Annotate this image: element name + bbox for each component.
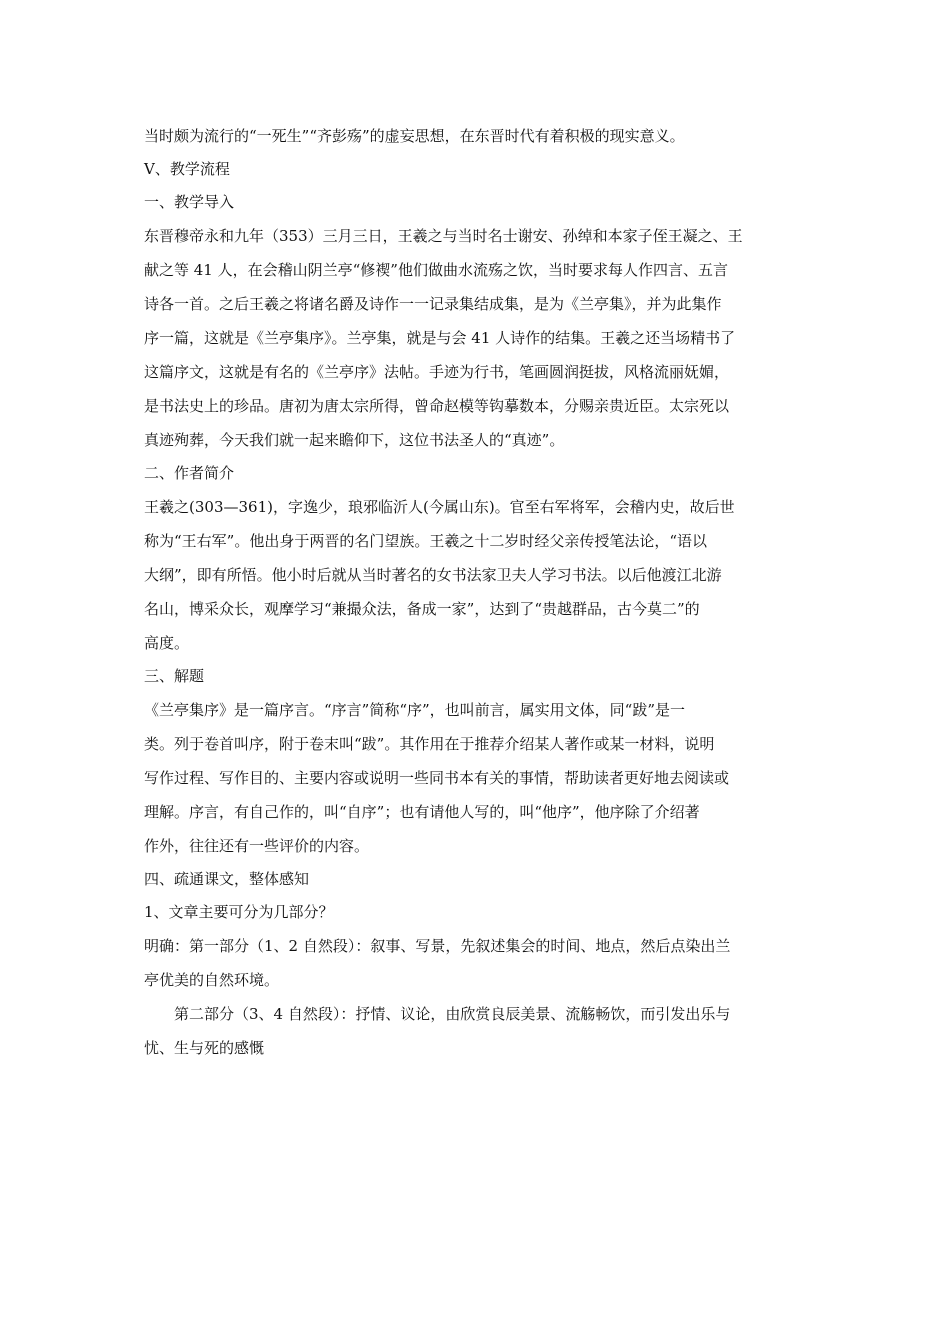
section-heading-teaching-process: V、教学流程 xyxy=(144,160,230,178)
text-line: 明确：第一部分（1、2 自然段）：叙事、写景，先叙述集会的时间、地点，然后点染出兰 xyxy=(144,937,731,955)
text-line: 当时颇为流行的“一死生”“齐彭殇”的虚妄思想，在东晋时代有着积极的现实意义。 xyxy=(144,127,685,145)
text-line: 亭优美的自然环境。 xyxy=(144,971,280,989)
text-line: 东晋穆帝永和九年（353）三月三日，王羲之与当时名士谢安、孙绰和本家子侄王凝之、王 xyxy=(144,227,743,245)
text-line: 称为“王右军”。他出身于两晋的名门望族。王羲之十二岁时经父亲传授笔法论，“语以 xyxy=(144,532,708,550)
text-line: 类。列于卷首叫序，附于卷末叫“跋”。其作用在于推荐介绍某人著作或某一材料，说明 xyxy=(144,735,715,753)
text-line: 这篇序文，这就是有名的《兰亭序》法帖。手迹为行书，笔画圆润挺拔，风格流丽妩媚， xyxy=(144,363,730,381)
text-line: 王羲之(303—361)，字逸少，琅邪临沂人(今属山东)。官至右军将军，会稽内史，故后世 xyxy=(144,498,735,516)
text-line: 名山，博采众长，观摩学习“兼撮众法，备成一家”，达到了“贵越群品，古今莫二”的 xyxy=(144,600,700,618)
text-line: 诗各一首。之后王羲之将诸名爵及诗作一一记录集结成集，是为《兰亭集》，并为此集作 xyxy=(144,295,722,313)
text-line: 写作过程、写作目的、主要内容或说明一些同书本有关的事情，帮助读者更好地去阅读或 xyxy=(144,769,730,787)
text-line: 理解。序言，有自己作的，叫“自序”；也有请他人写的，叫“他序”，他序除了介绍著 xyxy=(144,803,700,821)
section-heading-introduction: 一、教学导入 xyxy=(144,193,235,211)
text-line: 忧、生与死的感慨 xyxy=(144,1039,265,1057)
text-line: 献之等 41 人，在会稽山阴兰亭“修褉”他们做曲水流殇之饮，当时要求每人作四言、五言 xyxy=(144,261,728,279)
section-heading-overview: 四、疏通课文，整体感知 xyxy=(144,870,310,888)
question-line: 1、文章主要可分为几部分？ xyxy=(144,903,334,921)
text-line: 是书法史上的珍品。唐初为唐太宗所得，曾命赵模等钩摹数本，分赐亲贵近臣。太宗死以 xyxy=(144,397,730,415)
text-line: 作外，往往还有一些评价的内容。 xyxy=(144,837,370,855)
text-line: 序一篇，这就是《兰亭集序》。兰亭集，就是与会 41 人诗作的结集。王羲之还当场精书了 xyxy=(144,329,736,347)
text-line: 真迹殉葬，今天我们就一起来瞻仰下，这位书法圣人的“真迹”。 xyxy=(144,431,565,449)
text-line: 《兰亭集序》是一篇序言。“序言”简称“序”，也叫前言，属实用文体，同“跋”是一 xyxy=(144,701,686,719)
document-body xyxy=(144,120,808,1065)
text-line: 大纲”，即有所悟。他小时后就从当时著名的女书法家卫夫人学习书法。以后他渡江北游 xyxy=(144,566,722,584)
text-line: 高度。 xyxy=(144,634,190,652)
section-heading-author: 二、作者简介 xyxy=(144,464,235,482)
text-line: 第二部分（3、4 自然段）：抒情、议论，由欣赏良辰美景、流觞畅饮，而引发出乐与 xyxy=(174,1005,731,1023)
section-heading-title-explanation: 三、解题 xyxy=(144,667,205,685)
